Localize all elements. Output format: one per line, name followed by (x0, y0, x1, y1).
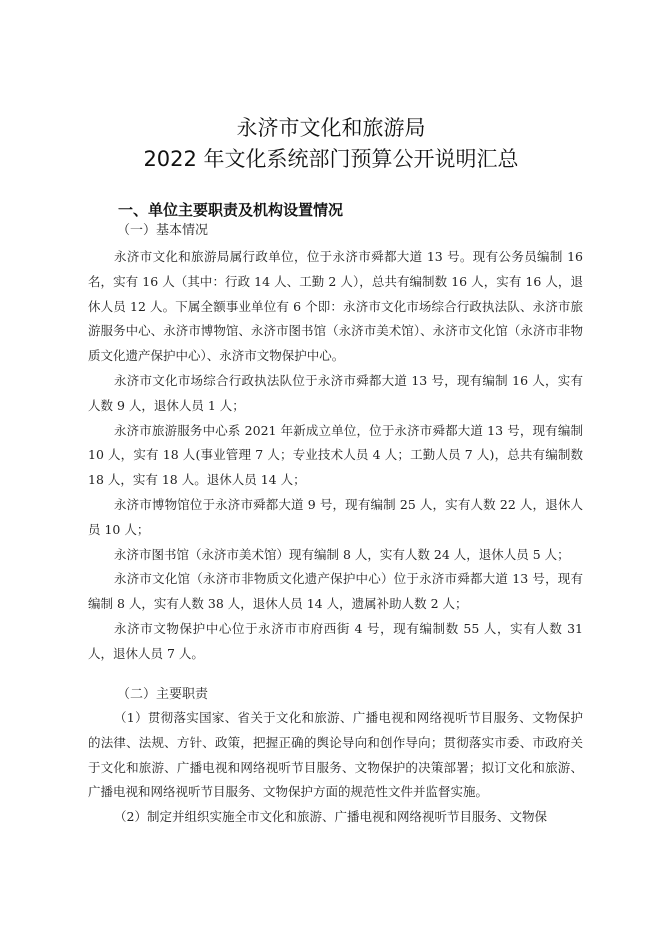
section-heading-duties-structure: 一、单位主要职责及机构设置情况 (118, 201, 344, 219)
paragraph-duty-2: （2）制定并组织实施全市文化和旅游、广播电视和网络视听节目服务、文物保 (114, 809, 547, 825)
paragraph-bureau-overview: 永济市文化和旅游局属行政单位，位于永济市舜都大道 13 号。现有公务员编制 16 名，实有 16 人（其中：行政 14 人、工勤 2 人），总共有编制数 16 人，实有 16 人，退休人员 12 人。下属全额事业单位有 6 个即：永济市文化市场综合行政执法队、永济市旅游服务中心、永济市博物馆、永济市图书馆（永济市美术馆）、永济市文化馆（永济市非物质文化遗产保护中心）、永济市文物保护中心。 (88, 249, 583, 364)
paragraph-cultural-center: 永济市文化馆（永济市非物质文化遗产保护中心）位于永济市舜都大道 13 号，现有编制 8 人，实有人数 38 人，退休人员 14 人，遗属补助人数 2 人； (88, 571, 583, 612)
document-title-line1: 永济市文化和旅游局 (236, 116, 426, 140)
document-title-line2: 2022 年文化系统部门预算公开说明汇总 (143, 147, 519, 171)
subsection-basic-info: （一）基本情况 (117, 223, 209, 238)
paragraph-enforcement-team: 永济市文化市场综合行政执法队位于永济市舜都大道 13 号，现有编制 16 人，实有人数 9 人，退休人员 1 人； (88, 372, 583, 413)
paragraph-library: 永济市图书馆（永济市美术馆）现有编制 8 人，实有人数 24 人，退休人员 5 人； (114, 546, 570, 562)
paragraph-duty-1: （1）贯彻落实国家、省关于文化和旅游、广播电视和网络视听节目服务、文物保护的法律、法规、方针、政策，把握正确的舆论导向和创作导向；贯彻落实市委、市政府关于文化和旅游、广播电视和网络视听节目服务、文物保护的决策部署；拟订文化和旅游、广播电视和网络视听节目服务、文物保护方面的规范性文件并监督实施。 (88, 710, 583, 800)
paragraph-relics-center: 永济市文物保护中心位于永济市市府西街 4 号，现有编制数 55 人，实有人数 31 人，退休人员 7 人。 (88, 620, 583, 661)
paragraph-tourism-center: 永济市旅游服务中心系 2021 年新成立单位，位于永济市舜都大道 13 号，现有编制 10 人，实有 18 人(事业管理 7 人；专业技术人员 4 人；工勤人员 7 人)，总共有编制数 18 人，实有 18 人。退休人员 14 人； (88, 422, 583, 488)
basic-info-body (88, 245, 583, 667)
subsection-main-duties: （二）主要职责 (117, 687, 209, 702)
paragraph-museum: 永济市博物馆位于永济市舜都大道 9 号，现有编制 25 人，实有人数 22 人，退休人员 10 人； (88, 496, 583, 537)
duties-body (88, 706, 583, 830)
